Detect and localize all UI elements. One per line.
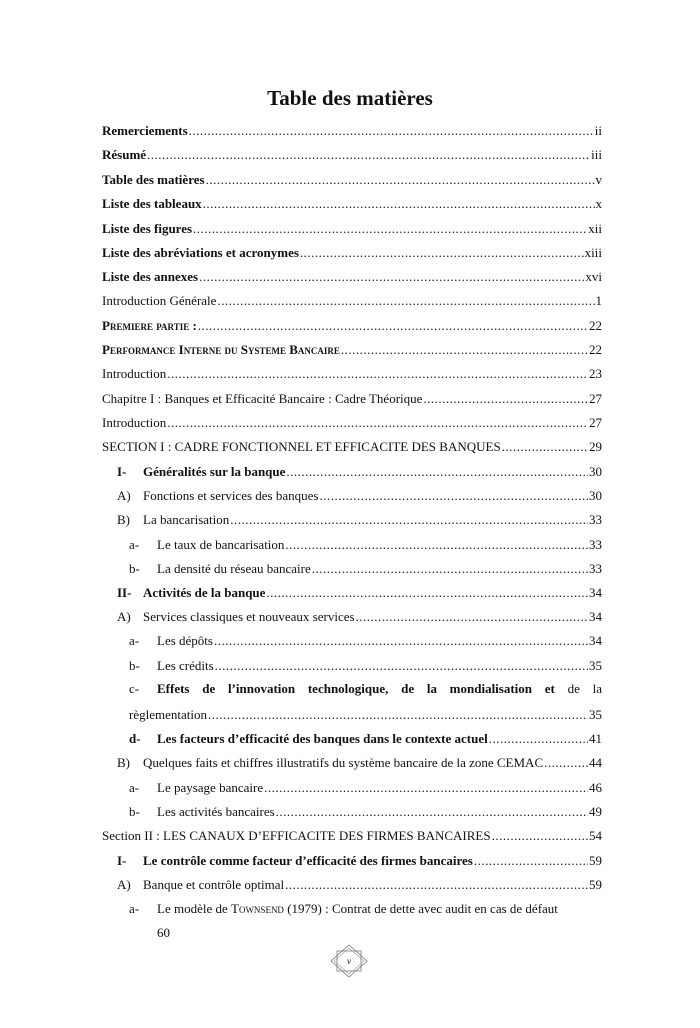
toc-entry-page: 30 bbox=[589, 488, 602, 503]
toc-entry-text: SECTION I : CADRE FONCTIONNEL ET EFFICACITE DES BANQUES bbox=[102, 439, 501, 454]
toc-entry[interactable] bbox=[0, 704, 700, 726]
toc-dot-leader bbox=[319, 485, 588, 507]
toc-entry-text: Le contrôle comme facteur d’efficacité des firmes bancaires bbox=[143, 853, 473, 868]
toc-entry-text: règlementation bbox=[129, 707, 207, 722]
toc-entry-text: Le paysage bancaire bbox=[157, 780, 264, 795]
toc-entry-text: Section II : LES CANAUX D’EFFICACITE DES FIRMES BANCAIRES bbox=[102, 828, 491, 843]
toc-entry-text: Les dépôts bbox=[157, 633, 213, 648]
toc-entry-wrapped[interactable] bbox=[0, 678, 700, 700]
toc-entry-number: A) bbox=[117, 609, 131, 624]
toc-entry[interactable] bbox=[0, 363, 700, 385]
toc-entry-text: Généralités sur la banque bbox=[143, 464, 286, 479]
toc-entry-text: Liste des annexes bbox=[102, 269, 199, 284]
toc-entry[interactable] bbox=[0, 436, 700, 458]
toc-entry[interactable] bbox=[0, 315, 700, 337]
toc-entry-page: 34 bbox=[589, 633, 602, 648]
toc-entry-number: B) bbox=[117, 755, 130, 770]
toc-dot-leader bbox=[217, 290, 594, 312]
toc-entry-page: x bbox=[595, 196, 602, 211]
toc-entry-number: d- bbox=[129, 731, 141, 746]
toc-entry[interactable] bbox=[0, 606, 700, 628]
toc-entry-text: Chapitre I : Banques et Efficacité Bancaire : Cadre Théorique bbox=[102, 391, 423, 406]
toc-entry-text: Introduction bbox=[102, 415, 167, 430]
toc-entry-number: a- bbox=[129, 901, 140, 916]
toc-entry-text: Introduction bbox=[102, 366, 167, 381]
toc-entry-text: La bancarisation bbox=[143, 512, 230, 527]
toc-entry-number: I- bbox=[117, 464, 127, 479]
toc-entry-page: ii bbox=[594, 123, 602, 138]
toc-entry[interactable] bbox=[0, 144, 700, 166]
toc-entry-page: 59 bbox=[589, 877, 602, 892]
toc-dot-leader bbox=[300, 242, 584, 264]
toc-entry[interactable] bbox=[0, 169, 700, 191]
toc-entry-number: a- bbox=[129, 780, 140, 795]
toc-entry-text: Liste des tableaux bbox=[102, 196, 202, 211]
toc-dot-leader bbox=[206, 169, 595, 191]
toc-entry-page: 23 bbox=[589, 366, 602, 381]
toc-entry-page: 35 bbox=[589, 658, 602, 673]
toc-entry-text: Les crédits bbox=[157, 658, 214, 673]
toc-entry-page: 41 bbox=[589, 731, 602, 746]
toc-entry-page: 29 bbox=[589, 439, 602, 454]
toc-dot-leader bbox=[286, 461, 588, 483]
toc-entry-number: A) bbox=[117, 877, 131, 892]
toc-dot-leader bbox=[266, 582, 588, 604]
toc-dot-leader bbox=[544, 752, 588, 774]
toc-entry[interactable] bbox=[0, 582, 700, 604]
toc-entry[interactable] bbox=[0, 218, 700, 240]
toc-entry-page: 33 bbox=[589, 512, 602, 527]
toc-entry[interactable] bbox=[0, 339, 700, 361]
toc-entry-page: iii bbox=[591, 147, 602, 162]
toc-entry-number: A) bbox=[117, 488, 131, 503]
toc-entry[interactable] bbox=[0, 242, 700, 264]
toc-entry-number: I- bbox=[117, 853, 127, 868]
toc-entry-text: Quelques faits et chiffres illustratifs du système bancaire de la zone CEMAC bbox=[143, 755, 544, 770]
toc-entry-word: et bbox=[544, 681, 555, 696]
toc-entry-page: 35 bbox=[589, 707, 602, 722]
toc-dot-leader bbox=[285, 534, 588, 556]
toc-entry[interactable] bbox=[0, 509, 700, 531]
toc-entry-word: la bbox=[426, 681, 437, 696]
toc-entry[interactable] bbox=[0, 728, 700, 750]
toc-dot-leader bbox=[341, 339, 588, 361]
toc-dot-leader bbox=[474, 850, 588, 872]
toc-entry-word: de bbox=[202, 681, 216, 696]
toc-entry-page: 27 bbox=[589, 391, 602, 406]
toc-entry[interactable] bbox=[0, 388, 700, 410]
toc-dot-leader bbox=[230, 509, 588, 531]
toc-entry-text: Remerciements bbox=[102, 123, 188, 138]
toc-entry[interactable] bbox=[0, 290, 700, 312]
toc-entry[interactable] bbox=[0, 461, 700, 483]
toc-dot-leader bbox=[203, 193, 595, 215]
toc-entry[interactable] bbox=[0, 193, 700, 215]
toc-entry-page: 49 bbox=[589, 804, 602, 819]
toc-entry-page: 44 bbox=[589, 755, 602, 770]
toc-entry-page: 54 bbox=[589, 828, 602, 843]
toc-entry-page: 30 bbox=[589, 464, 602, 479]
toc-entry-page: 27 bbox=[589, 415, 602, 430]
toc-entry-last[interactable] bbox=[0, 898, 700, 920]
toc-entry[interactable] bbox=[0, 801, 700, 823]
toc-dot-leader bbox=[502, 436, 588, 458]
toc-entry-page: 34 bbox=[589, 585, 602, 600]
toc-dot-leader bbox=[285, 874, 588, 896]
toc-entry-page: xvi bbox=[585, 269, 602, 284]
toc-entry[interactable] bbox=[0, 558, 700, 580]
toc-entry-text: Fonctions et services des banques bbox=[143, 488, 319, 503]
toc-entry-page: 60 bbox=[157, 925, 170, 940]
toc-dot-leader bbox=[492, 825, 588, 847]
toc-dot-leader bbox=[312, 558, 588, 580]
toc-entry-text: Résumé bbox=[102, 147, 147, 162]
toc-entry[interactable] bbox=[0, 266, 700, 288]
toc-dot-leader bbox=[423, 388, 588, 410]
toc-entry-page: 22 bbox=[589, 318, 602, 333]
toc-dot-leader bbox=[193, 218, 587, 240]
toc-entry-page-wrap bbox=[0, 922, 700, 944]
toc-entry-text: Liste des figures bbox=[102, 221, 193, 236]
toc-entry-number: b- bbox=[129, 658, 140, 673]
toc-entry[interactable] bbox=[0, 485, 700, 507]
toc-entry-number: c- bbox=[129, 681, 140, 696]
toc-dot-leader bbox=[198, 315, 588, 337]
toc-dot-leader bbox=[208, 704, 588, 726]
toc-dot-leader bbox=[189, 120, 594, 142]
toc-entry-text: Les activités bancaires bbox=[157, 804, 275, 819]
toc-dot-leader bbox=[214, 630, 588, 652]
toc-dot-leader bbox=[147, 144, 590, 166]
toc-dot-leader bbox=[489, 728, 588, 750]
page-title: Table des matières bbox=[267, 86, 433, 110]
toc-entry-word: de bbox=[401, 681, 415, 696]
toc-entry-page: v bbox=[595, 172, 602, 187]
toc-entry[interactable] bbox=[0, 850, 700, 872]
toc-entry-number: II- bbox=[117, 585, 132, 600]
toc-dot-leader bbox=[356, 606, 588, 628]
toc-entry[interactable] bbox=[0, 825, 700, 847]
toc-entry[interactable] bbox=[0, 412, 700, 434]
toc-entry-text: Introduction Générale bbox=[102, 293, 217, 308]
toc-entry-page: 59 bbox=[589, 853, 602, 868]
toc-entry-number: B) bbox=[117, 512, 130, 527]
toc-entry-word: la bbox=[592, 681, 602, 696]
toc-dot-leader bbox=[199, 266, 584, 288]
toc-entry-word: l’innovation bbox=[227, 681, 296, 696]
toc-entry-word: Effets bbox=[157, 681, 190, 696]
toc-entry[interactable] bbox=[0, 655, 700, 677]
toc-entry-page: 33 bbox=[589, 537, 602, 552]
toc-dot-leader bbox=[167, 363, 588, 385]
toc-entry-text: Table des matières bbox=[102, 172, 205, 187]
toc-entry-number: a- bbox=[129, 633, 140, 648]
toc-entry-page: 34 bbox=[589, 609, 602, 624]
toc-dot-leader bbox=[167, 412, 588, 434]
toc-entry-number: b- bbox=[129, 804, 140, 819]
toc-entry[interactable] bbox=[0, 120, 700, 142]
toc-entry[interactable] bbox=[0, 630, 700, 652]
toc-entry-page: 33 bbox=[589, 561, 602, 576]
toc-entry-word: de bbox=[567, 681, 580, 696]
page-number: v bbox=[347, 956, 351, 966]
toc-entry-page: 46 bbox=[589, 780, 602, 795]
toc-entry-page: xiii bbox=[584, 245, 602, 260]
toc-entry-text bbox=[157, 678, 602, 700]
toc-entry-page: 22 bbox=[589, 342, 602, 357]
toc-entry-text: Services classiques et nouveaux services bbox=[143, 609, 355, 624]
toc-entry-number: b- bbox=[129, 561, 140, 576]
toc-entry[interactable] bbox=[0, 777, 700, 799]
toc-entry-text: Les facteurs d’efficacité des banques dans le contexte actuel bbox=[157, 731, 488, 746]
toc-entry-text: Performance Interne du Systeme Bancaire bbox=[102, 342, 340, 357]
toc-entry[interactable] bbox=[0, 534, 700, 556]
toc-dot-leader bbox=[215, 655, 588, 677]
toc-entry[interactable] bbox=[0, 752, 700, 774]
toc-entry-text: Le modèle de Townsend (1979) : Contrat de dette avec audit en cas de défaut bbox=[157, 901, 558, 916]
toc-dot-leader bbox=[264, 777, 588, 799]
toc-entry-page: xii bbox=[588, 221, 602, 236]
toc-entry-word: technologique, bbox=[307, 681, 389, 696]
toc-entry-number: a- bbox=[129, 537, 140, 552]
toc-entry-text: Liste des abréviations et acronymes bbox=[102, 245, 299, 260]
toc-entry-text: Le taux de bancarisation bbox=[157, 537, 285, 552]
toc-entry-page: 1 bbox=[595, 293, 602, 308]
toc-entry-text: La densité du réseau bancaire bbox=[157, 561, 311, 576]
toc-dot-leader bbox=[276, 801, 588, 823]
toc-entry-word: mondialisation bbox=[449, 681, 533, 696]
toc-entry-text: Banque et contrôle optimal bbox=[143, 877, 285, 892]
toc-entry-text: Activités de la banque bbox=[143, 585, 266, 600]
toc-entry-text: Premiere partie : bbox=[102, 318, 197, 333]
toc-entry[interactable] bbox=[0, 874, 700, 896]
